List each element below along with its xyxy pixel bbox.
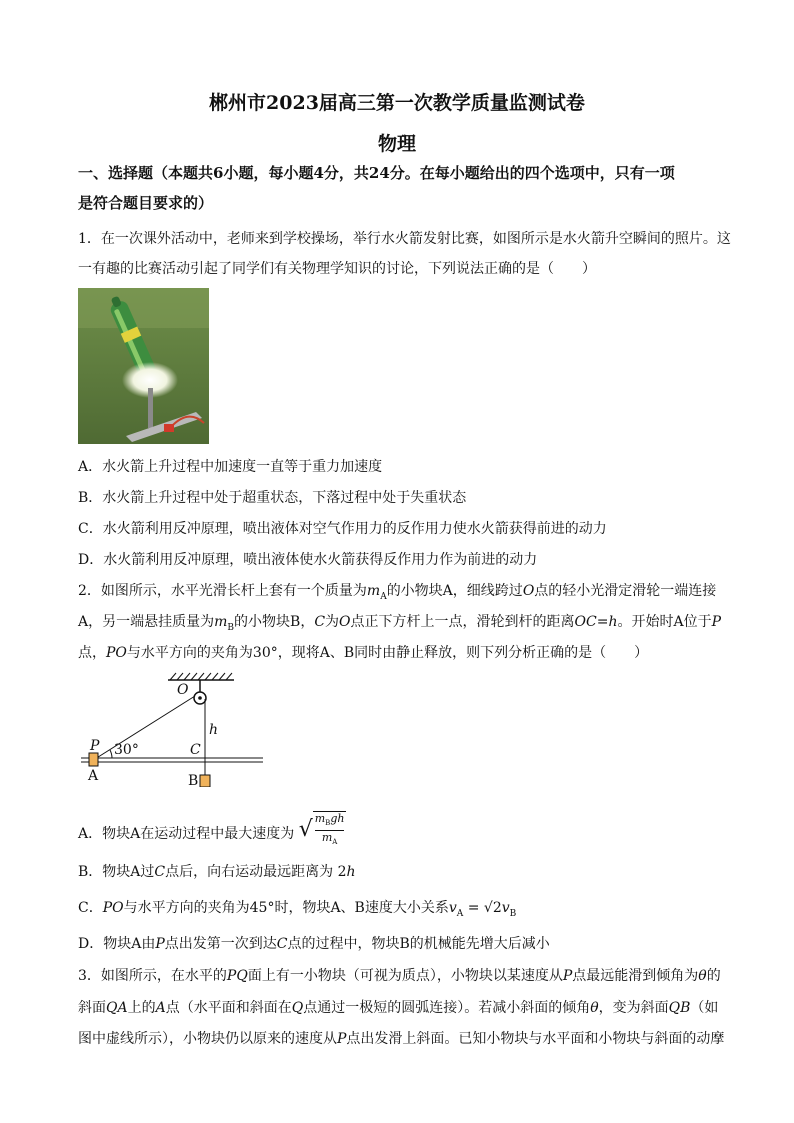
q2-text: 点正下方杆上一点，滑轮到杆的距离 (350, 614, 575, 630)
section-heading-line1: 一、选择题（本题共6小题，每小题4分，共24分。在每小题给出的四个选项中，只有一项 (78, 164, 675, 182)
q3-text: 点（水平面和斜面在 (165, 1000, 292, 1016)
q2-option-a (78, 812, 728, 853)
label-C: C (190, 742, 201, 758)
label-A: A (88, 768, 99, 784)
sqrt-sign: √ (298, 817, 313, 843)
q2-text: 点， (78, 645, 106, 661)
q2-option-a-text: A．物块A在运动过程中最大速度为 (78, 826, 295, 843)
section-heading-line2: 是符合题目要求的） (78, 194, 214, 212)
q1-option-a: A．水火箭上升过程中加速度一直等于重力加速度 (78, 459, 383, 475)
q2-mass-symbol: m (214, 614, 228, 630)
q3-text: 点通过一极短的圆弧连接）。若减小斜面的倾角 (303, 1000, 591, 1016)
q3-text: 点出发滑上斜面。已知小物块与水平面和小物块与斜面的动摩 (346, 1031, 725, 1047)
q1-stem-line2: 一有趣的比赛活动引起了同学们有关物理学知识的讨论，下列说法正确的是（ ） (78, 261, 596, 277)
var-v: v (501, 900, 510, 916)
q2-point-C: C (276, 936, 288, 952)
q2-text: 为 (325, 614, 340, 630)
subject-title: 物理 (377, 133, 416, 155)
fraction-numerator (315, 812, 345, 831)
var-m: m (314, 812, 326, 825)
q2-segment-PO: PO (106, 645, 127, 661)
page-title: 郴州市2023届高三第一次教学质量监测试卷 (209, 92, 585, 114)
q1-option-b: B．水火箭上升过程中处于超重状态，下落过程中处于失重状态 (78, 490, 467, 506)
q2-text: B．物块A过 (78, 864, 155, 880)
var-v: v (448, 900, 457, 916)
var-sub: A (332, 838, 338, 847)
q2-option-d (78, 933, 728, 955)
q2-text: 的小物块B， (234, 614, 315, 630)
q2-point-C: C (154, 864, 166, 880)
q1-option-d: D．水火箭利用反冲原理，喷出液体使水火箭获得反作用力作为前进的动力 (78, 552, 538, 568)
q3-var: P (562, 968, 573, 984)
q2-text: 。开始时A位于 (617, 614, 712, 630)
q2-stem-line3 (78, 642, 728, 664)
section-heading (78, 162, 728, 184)
q3-var: PQ (226, 968, 248, 984)
q2-option-b (78, 861, 728, 883)
q3-text: 斜面 (78, 1000, 106, 1016)
q2-text: C． (78, 900, 103, 916)
q3-text: 3．如图所示，在水平的 (78, 968, 227, 984)
fraction (313, 811, 347, 849)
q2-point-O: O (339, 614, 351, 630)
q2-text: 点后，向右运动最远距离为 2 (165, 864, 347, 880)
q2-text: 2．如图所示，水平光滑长杆上套有一个质量为 (78, 583, 367, 599)
q1-stem-line1: 1．在一次课外活动中，老师来到学校操场，举行水火箭发射比赛，如图所示是水火箭升空瞬间的照片。这 (78, 231, 731, 247)
q2-point-P: P (711, 614, 722, 630)
q2-mass-sub: B (227, 622, 235, 633)
q3-line1 (78, 965, 728, 987)
q3-text: （如 (690, 1000, 719, 1016)
q3-var: θ (590, 1000, 599, 1016)
q2-mass-sub: A (380, 591, 387, 602)
q3-text: 图中虚线所示），小物块仍以原来的速度从 (78, 1031, 337, 1047)
label-P: P (90, 738, 100, 754)
q2-point-O: O (522, 583, 535, 599)
label-angle: 30° (114, 742, 139, 758)
q3-var: QA (106, 1000, 128, 1016)
q2-text: 点出发第一次到达 (164, 936, 277, 952)
q2-option-c (78, 897, 728, 925)
q3-var: QB (668, 1000, 691, 1016)
q3-var: Q (291, 1000, 304, 1016)
q3-text: 的 (706, 968, 721, 984)
q2-text: A，另一端悬挂质量为 (78, 614, 215, 630)
q2-point-P: P (155, 936, 165, 952)
var-m: m (321, 831, 333, 845)
q2-text: 与水平方向的夹角为45°时，物块A、B速度大小关系 (123, 900, 449, 916)
label-h: h (209, 722, 219, 738)
q2-distance-OC: OC=h (574, 614, 618, 630)
q2-mass-symbol: m (366, 583, 381, 599)
q3-text: ，变为斜面 (598, 1000, 669, 1016)
q2-segment-PO: PO (102, 900, 124, 916)
q3-text: 点最远能滑到倾角为 (572, 968, 699, 984)
q2-text: D．物块A由 (78, 936, 156, 952)
label-B: B (188, 773, 199, 787)
var-sub: B (509, 908, 517, 919)
q3-var: P (337, 1031, 347, 1047)
q2-text: 的小物块A，细线跨过 (386, 583, 523, 599)
q2-stem-line2 (78, 611, 728, 639)
q3-text: 上的 (127, 1000, 156, 1016)
q3-var: A (155, 1000, 166, 1016)
label-O: O (177, 682, 189, 698)
equation: = √2 (463, 900, 502, 916)
q1-option-c: C．水火箭利用反冲原理，喷出液体对空气作用力的反作用力使水火箭获得前进的动力 (78, 521, 607, 537)
var-sub: B (325, 819, 331, 828)
q2-text: 与水平方向的夹角为30°，现将A、B同时由静止释放，则下列分析正确的是（ ） (126, 645, 649, 661)
q2-point-C: C (314, 614, 326, 630)
fraction-denominator (315, 831, 345, 849)
q3-text: 面上有一小物块（可视为质点），小物块以某速度从 (247, 968, 563, 984)
q2-stem-line1 (78, 580, 728, 608)
section-heading-cont (78, 192, 728, 214)
q2-text: 点的轻小光滑定滑轮一端连接 (534, 583, 717, 599)
q2-var-h: h (346, 864, 356, 880)
q2-text: 点的过程中，物块B的机械能先增大后减小 (287, 936, 550, 952)
var-sub: A (456, 908, 464, 919)
var-gh: gh (330, 812, 345, 825)
q3-line2 (78, 997, 728, 1019)
q3-line3 (78, 1028, 728, 1050)
q3-var: θ (698, 968, 707, 984)
water-rocket-photo (78, 288, 209, 444)
pulley-diagram (78, 672, 268, 787)
sqrt-expression (299, 811, 347, 849)
